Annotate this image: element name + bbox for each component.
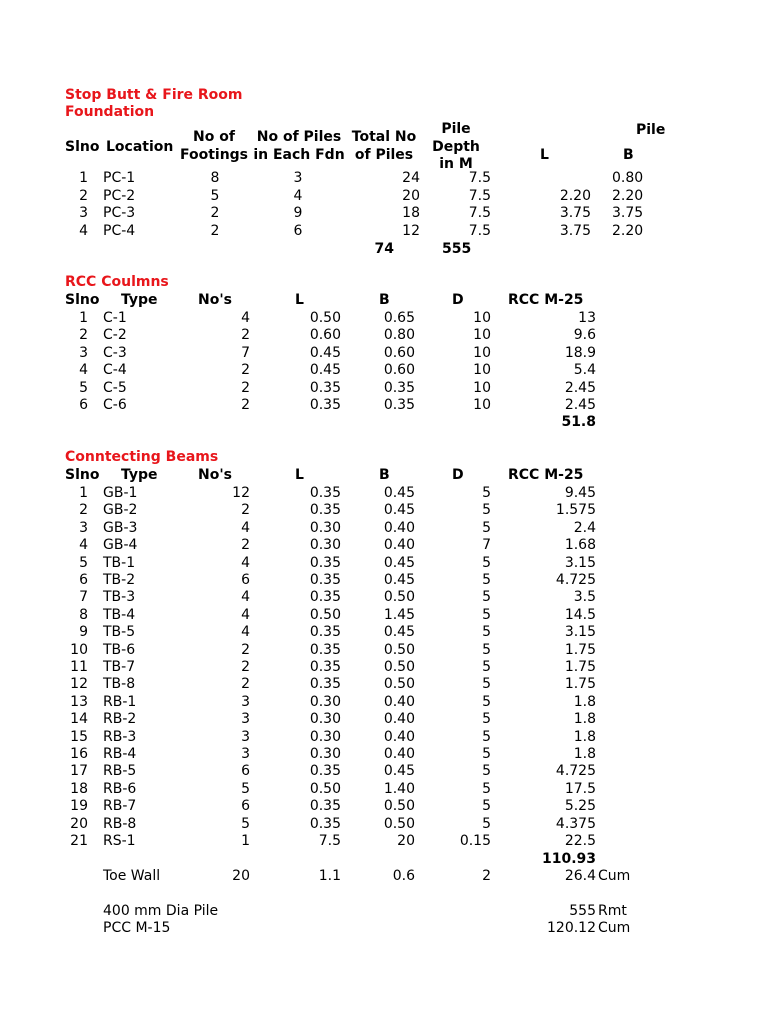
beams-row-l: 0.35	[309, 554, 341, 571]
pile-row-location: PC-4	[103, 222, 136, 239]
beams-row-nos: 3	[241, 711, 250, 728]
columns-row-b: 0.35	[383, 397, 415, 413]
beams-row-d: 5	[482, 572, 491, 588]
summary-pcc-value: 120.12	[547, 920, 596, 936]
beams-row-d: 5	[482, 780, 491, 797]
columns-row-rcc: 9.6	[573, 327, 596, 344]
columns-row-rcc: 13	[578, 310, 596, 326]
columns-row-type: C-1	[103, 310, 127, 326]
beams-row-nos: 4	[241, 624, 250, 641]
beams-row-l: 0.35	[309, 798, 341, 815]
beams-row-b: 0.50	[383, 798, 415, 815]
beams-row-l: 0.30	[309, 728, 341, 745]
columns-row-slno: 1	[79, 310, 88, 326]
beams-row-type: TB-1	[103, 554, 136, 571]
beams-row-b: 0.50	[383, 815, 415, 832]
summary-pile-unit: Rmt	[598, 903, 627, 919]
beams-row-type: TB-8	[103, 676, 136, 693]
beams-row-l: 0.50	[309, 606, 341, 623]
columns-row-slno: 5	[79, 379, 88, 396]
beams-row-nos: 6	[241, 763, 250, 780]
pile-row-total: 12	[402, 222, 420, 239]
toe-wall-d: 2	[482, 868, 491, 884]
beams-row-type: GB-4	[103, 537, 138, 554]
columns-row-b: 0.80	[383, 327, 415, 344]
beams-row-l: 0.50	[309, 780, 341, 797]
beams-row-l: 0.30	[309, 711, 341, 728]
beams-row-type: GB-1	[103, 485, 138, 501]
pile-row-total: 18	[402, 205, 420, 221]
toe-wall-nos: 20	[232, 868, 250, 884]
pile-row-location: PC-1	[103, 170, 136, 186]
beams-row-l: 0.30	[309, 537, 341, 554]
columns-row-nos: 4	[241, 310, 250, 326]
beams-row-l: 0.35	[309, 815, 341, 832]
pile-row-slno: 4	[79, 222, 88, 239]
beams-row-nos: 4	[241, 519, 250, 536]
beams-total: 110.93	[541, 851, 596, 867]
section-title-rcc-columns: RCC Coulmns	[65, 274, 169, 290]
beams-row-d: 5	[482, 624, 491, 641]
beams-row-type: RB-3	[103, 728, 137, 745]
beams-row-b: 0.40	[383, 728, 415, 745]
summary-pile-value: 555	[569, 903, 596, 919]
pile-row-piles-each: 3	[293, 170, 303, 186]
beams-row-l: 7.5	[318, 833, 341, 849]
beams-row-slno: 10	[70, 641, 88, 658]
beams-row-type: RB-1	[103, 693, 137, 710]
beams-row-slno: 5	[79, 554, 88, 571]
columns-row-type: C-4	[103, 362, 127, 379]
beams-row-b: 0.50	[383, 589, 415, 606]
beams-row-slno: 9	[79, 624, 88, 641]
header-no-of-footings: No of Footings	[179, 129, 249, 163]
beams-row-d: 7	[482, 537, 491, 554]
header-location: Location	[106, 139, 174, 155]
beams-row-b: 0.45	[383, 485, 415, 501]
columns-row-rcc: 2.45	[564, 397, 596, 413]
beams-row-slno: 16	[70, 746, 88, 762]
header-l: L	[540, 147, 549, 163]
beams-row-b: 20	[397, 833, 415, 849]
beams-row-nos: 3	[241, 693, 250, 710]
beams-row-rcc: 1.8	[573, 728, 596, 745]
beams-row-l: 0.30	[309, 693, 341, 710]
pile-row-footings: 8	[210, 170, 220, 186]
beams-row-slno: 21	[70, 833, 88, 849]
beams-header-nos: No's	[198, 467, 232, 483]
beams-row-slno: 7	[79, 589, 88, 606]
toe-wall-l: 1.1	[318, 868, 341, 884]
beams-row-b: 0.40	[383, 711, 415, 728]
beams-row-d: 5	[482, 502, 491, 519]
columns-row-rcc: 5.4	[573, 362, 596, 379]
pile-row-b: 2.20	[612, 222, 644, 239]
beams-row-type: RB-2	[103, 711, 137, 728]
beams-header-b: B	[379, 467, 390, 483]
beams-row-rcc: 1.75	[564, 641, 596, 658]
columns-row-nos: 7	[241, 344, 250, 361]
beams-row-l: 0.35	[309, 572, 341, 588]
columns-header-d: D	[452, 292, 464, 308]
columns-row-l: 0.45	[309, 344, 341, 361]
pile-row-l: 3.75	[559, 205, 591, 221]
columns-row-slno: 3	[79, 344, 88, 361]
beams-row-l: 0.35	[309, 502, 341, 519]
beams-row-b: 0.45	[383, 572, 415, 588]
beams-row-type: GB-2	[103, 502, 138, 519]
beams-row-d: 5	[482, 763, 491, 780]
beams-header-d: D	[452, 467, 464, 483]
beams-row-d: 5	[482, 589, 491, 606]
columns-header-b: B	[379, 292, 390, 308]
summary-pcc-unit: Cum	[598, 920, 631, 936]
beams-row-b: 0.50	[383, 676, 415, 693]
columns-row-d: 10	[473, 362, 491, 379]
pile-row-footings: 2	[210, 205, 220, 221]
beams-row-nos: 4	[241, 554, 250, 571]
columns-row-type: C-2	[103, 327, 127, 344]
pile-row-total: 24	[402, 170, 420, 186]
beams-row-nos: 5	[241, 815, 250, 832]
header-no-of-piles-each: No of Piles in Each Fdn	[253, 129, 345, 163]
columns-row-d: 10	[473, 379, 491, 396]
beams-row-b: 0.50	[383, 659, 415, 675]
columns-row-rcc: 2.45	[564, 379, 596, 396]
columns-row-d: 10	[473, 327, 491, 344]
header-b: B	[623, 147, 634, 163]
beams-row-l: 0.30	[309, 746, 341, 762]
beams-row-type: TB-5	[103, 624, 136, 641]
columns-row-l: 0.35	[309, 379, 341, 396]
beams-row-type: RS-1	[103, 833, 136, 849]
beams-row-slno: 11	[70, 659, 88, 675]
columns-row-d: 10	[473, 397, 491, 413]
columns-header-l: L	[295, 292, 304, 308]
section-title-pile-foundation-line2: Foundation	[65, 104, 155, 120]
pile-row-b: 2.20	[612, 187, 644, 204]
beams-row-b: 1.40	[383, 780, 415, 797]
beams-row-b: 0.45	[383, 554, 415, 571]
beams-row-slno: 15	[70, 728, 88, 745]
beams-row-d: 5	[482, 606, 491, 623]
columns-row-l: 0.45	[309, 362, 341, 379]
columns-row-slno: 2	[79, 327, 88, 344]
beams-row-rcc: 1.8	[573, 693, 596, 710]
beams-row-rcc: 5.25	[564, 798, 596, 815]
toe-wall-b: 0.6	[392, 868, 415, 884]
pile-row-b: 0.80	[612, 170, 644, 186]
pile-row-location: PC-3	[103, 205, 136, 221]
header-pile-depth: Pile Depth in M	[432, 121, 480, 172]
beams-row-b: 0.40	[383, 519, 415, 536]
beams-row-rcc: 2.4	[573, 519, 596, 536]
beams-header-type: Type	[121, 467, 158, 483]
beams-row-rcc: 1.68	[564, 537, 596, 554]
beams-row-type: TB-3	[103, 589, 136, 606]
beams-row-d: 0.15	[459, 833, 491, 849]
columns-row-d: 10	[473, 344, 491, 361]
beams-row-b: 1.45	[383, 606, 415, 623]
columns-header-nos: No's	[198, 292, 232, 308]
columns-row-b: 0.35	[383, 379, 415, 396]
beams-row-nos: 2	[241, 659, 250, 675]
beams-row-nos: 4	[241, 589, 250, 606]
columns-row-l: 0.50	[309, 310, 341, 326]
beams-row-d: 5	[482, 693, 491, 710]
pile-row-l: 2.20	[559, 187, 591, 204]
pile-row-slno: 1	[79, 170, 88, 186]
beams-row-rcc: 1.75	[564, 676, 596, 693]
pile-row-depth: 7.5	[468, 205, 491, 221]
beams-row-nos: 5	[241, 780, 250, 797]
columns-row-type: C-5	[103, 379, 127, 396]
beams-row-rcc: 3.15	[564, 554, 596, 571]
beams-row-d: 5	[482, 641, 491, 658]
beams-row-slno: 17	[70, 763, 88, 780]
header-slno: Slno	[65, 139, 100, 155]
beams-row-rcc: 1.75	[564, 659, 596, 675]
beams-row-d: 5	[482, 676, 491, 693]
beams-row-rcc: 3.5	[573, 589, 596, 606]
columns-row-slno: 4	[79, 362, 88, 379]
pile-row-l: 3.75	[559, 222, 591, 239]
beams-row-rcc: 1.8	[573, 746, 596, 762]
beams-row-d: 5	[482, 485, 491, 501]
beams-row-type: GB-3	[103, 519, 138, 536]
beams-row-rcc: 9.45	[564, 485, 596, 501]
columns-row-l: 0.35	[309, 397, 341, 413]
beams-header-l: L	[295, 467, 304, 483]
beams-row-l: 0.35	[309, 589, 341, 606]
beams-row-l: 0.35	[309, 485, 341, 501]
beams-row-nos: 4	[241, 606, 250, 623]
columns-row-nos: 2	[241, 362, 250, 379]
beams-row-l: 0.35	[309, 659, 341, 675]
beams-row-slno: 1	[79, 485, 88, 501]
pile-row-depth: 7.5	[468, 222, 491, 239]
beams-row-l: 0.35	[309, 676, 341, 693]
beams-row-nos: 2	[241, 502, 250, 519]
beams-row-type: RB-4	[103, 746, 137, 762]
pile-row-depth: 7.5	[468, 187, 491, 204]
beams-row-type: TB-4	[103, 606, 136, 623]
columns-header-rcc: RCC M-25	[508, 292, 584, 308]
columns-row-b: 0.60	[383, 344, 415, 361]
beams-row-d: 5	[482, 519, 491, 536]
columns-header-type: Type	[121, 292, 158, 308]
beams-row-b: 0.40	[383, 693, 415, 710]
beams-row-type: RB-7	[103, 798, 137, 815]
toe-wall-label: Toe Wall	[103, 868, 161, 884]
pile-row-piles-each: 6	[293, 222, 303, 239]
beams-row-nos: 3	[241, 746, 250, 762]
columns-row-nos: 2	[241, 327, 250, 344]
beams-row-rcc: 17.5	[564, 780, 596, 797]
columns-row-type: C-3	[103, 344, 127, 361]
beams-row-type: TB-6	[103, 641, 136, 658]
beams-row-nos: 2	[241, 537, 250, 554]
beams-row-slno: 14	[70, 711, 88, 728]
columns-row-type: C-6	[103, 397, 127, 413]
columns-header-slno: Slno	[65, 292, 100, 308]
beams-row-b: 0.45	[383, 624, 415, 641]
beams-row-type: RB-6	[103, 780, 137, 797]
beams-row-nos: 1	[241, 833, 250, 849]
pile-row-depth: 7.5	[468, 170, 491, 186]
pile-row-footings: 5	[210, 187, 220, 204]
pile-row-total: 20	[402, 187, 420, 204]
beams-row-slno: 3	[79, 519, 88, 536]
beams-row-type: RB-5	[103, 763, 137, 780]
columns-row-nos: 2	[241, 397, 250, 413]
beams-row-nos: 6	[241, 572, 250, 588]
toe-wall-value: 26.4	[564, 868, 596, 884]
columns-row-l: 0.60	[309, 327, 341, 344]
beams-row-b: 0.45	[383, 502, 415, 519]
columns-row-rcc: 18.9	[564, 344, 596, 361]
total-pile-depth: 555	[442, 241, 472, 257]
beams-row-slno: 19	[70, 798, 88, 815]
beams-row-d: 5	[482, 554, 491, 571]
beams-row-slno: 4	[79, 537, 88, 554]
columns-row-slno: 6	[79, 397, 88, 413]
beams-row-d: 5	[482, 711, 491, 728]
beams-header-rcc: RCC M-25	[508, 467, 584, 483]
beams-row-rcc: 3.15	[564, 624, 596, 641]
summary-pile-label: 400 mm Dia Pile	[103, 903, 219, 919]
beams-row-nos: 12	[232, 485, 250, 501]
beams-row-nos: 6	[241, 798, 250, 815]
beams-row-slno: 18	[70, 780, 88, 797]
beams-row-l: 0.35	[309, 624, 341, 641]
beams-row-d: 5	[482, 728, 491, 745]
beams-row-b: 0.40	[383, 746, 415, 762]
beams-row-slno: 12	[70, 676, 88, 693]
beams-row-rcc: 4.375	[555, 815, 596, 832]
columns-row-b: 0.65	[383, 310, 415, 326]
beams-row-slno: 13	[70, 693, 88, 710]
columns-row-nos: 2	[241, 379, 250, 396]
beams-row-l: 0.35	[309, 641, 341, 658]
beams-row-nos: 2	[241, 641, 250, 658]
beams-row-b: 0.50	[383, 641, 415, 658]
beams-row-type: TB-7	[103, 659, 136, 675]
pile-row-slno: 2	[79, 187, 88, 204]
section-title-connecting-beams: Conntecting Beams	[65, 449, 219, 465]
header-total-no-of-piles: Total No of Piles	[351, 129, 417, 163]
beams-row-nos: 2	[241, 676, 250, 693]
summary-pcc-label: PCC M-15	[103, 920, 171, 936]
columns-row-b: 0.60	[383, 362, 415, 379]
columns-row-d: 10	[473, 310, 491, 326]
beams-row-l: 0.30	[309, 519, 341, 536]
beams-row-slno: 2	[79, 502, 88, 519]
beams-row-slno: 20	[70, 815, 88, 832]
beams-row-slno: 6	[79, 572, 88, 588]
beams-row-d: 5	[482, 815, 491, 832]
beams-row-b: 0.40	[383, 537, 415, 554]
toe-wall-unit: Cum	[598, 868, 631, 884]
beams-row-d: 5	[482, 746, 491, 762]
beams-row-rcc: 22.5	[564, 833, 596, 849]
pile-row-footings: 2	[210, 222, 220, 239]
beams-row-rcc: 1.575	[555, 502, 596, 519]
pile-row-location: PC-2	[103, 187, 136, 204]
beams-row-nos: 3	[241, 728, 250, 745]
beams-row-rcc: 14.5	[564, 606, 596, 623]
beams-row-rcc: 4.725	[555, 763, 596, 780]
pile-row-piles-each: 4	[293, 187, 303, 204]
beams-row-b: 0.45	[383, 763, 415, 780]
header-pile-cap-partial: Pile	[636, 122, 666, 138]
beams-header-slno: Slno	[65, 467, 100, 483]
beams-row-l: 0.35	[309, 763, 341, 780]
total-piles: 74	[374, 241, 394, 257]
pile-row-piles-each: 9	[293, 205, 303, 221]
pile-row-b: 3.75	[612, 205, 644, 221]
columns-total: 51.8	[561, 414, 596, 430]
beams-row-rcc: 1.8	[573, 711, 596, 728]
beams-row-rcc: 4.725	[555, 572, 596, 588]
beams-row-type: RB-8	[103, 815, 137, 832]
section-title-pile-foundation: Stop Butt & Fire Room	[65, 87, 243, 103]
pile-row-slno: 3	[79, 205, 88, 221]
beams-row-slno: 8	[79, 606, 88, 623]
beams-row-d: 5	[482, 798, 491, 815]
beams-row-type: TB-2	[103, 572, 136, 588]
beams-row-d: 5	[482, 659, 491, 675]
